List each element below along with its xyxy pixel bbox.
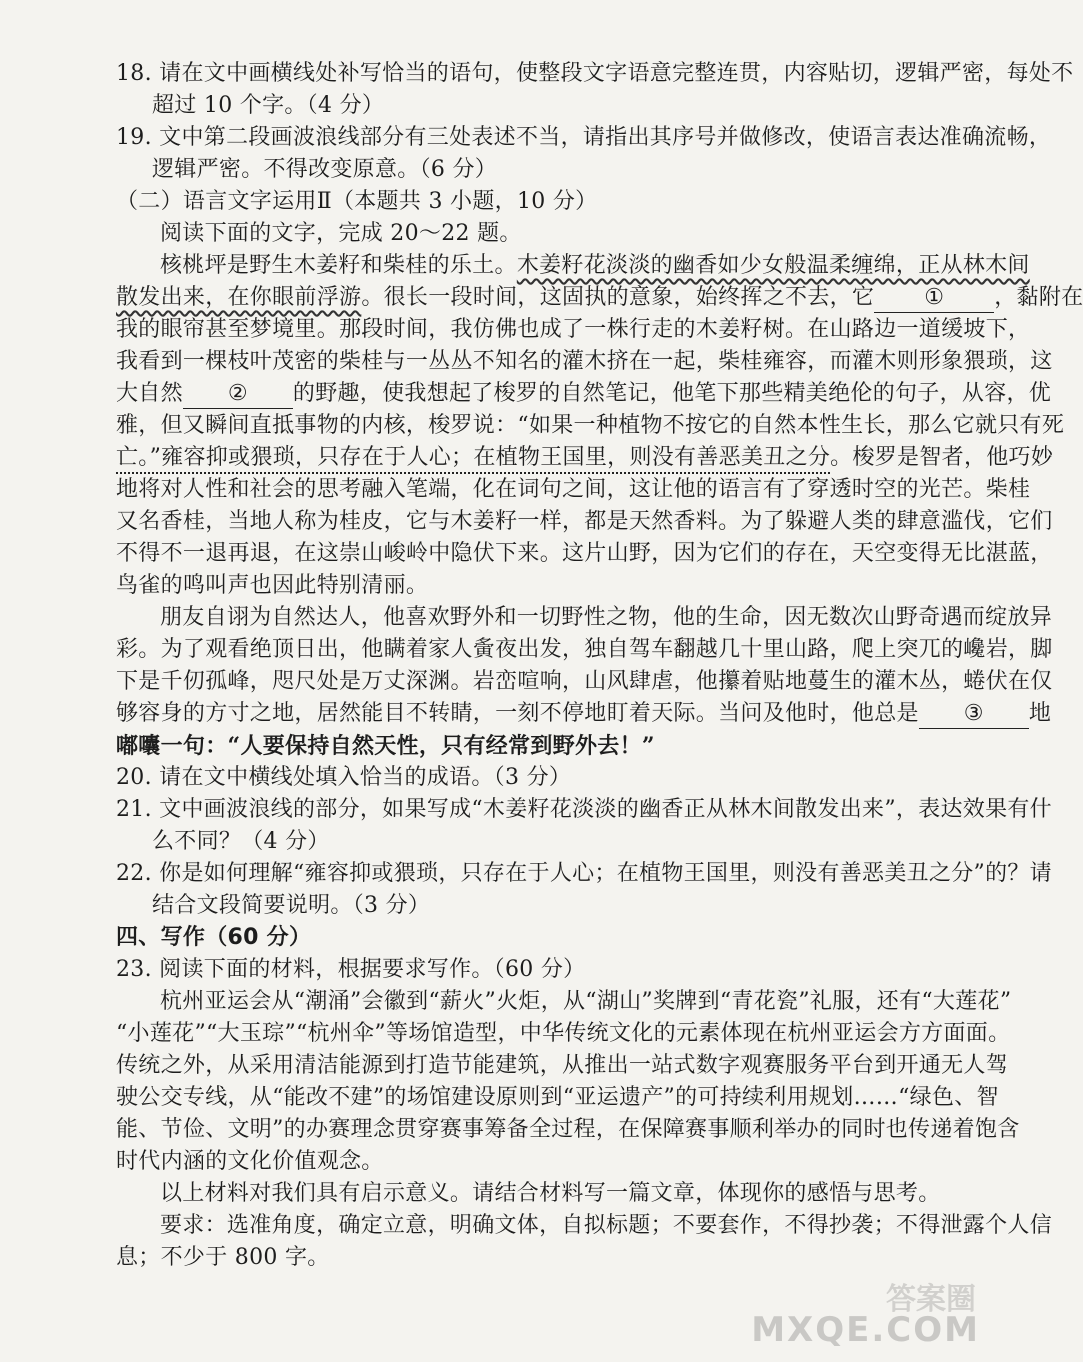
- passage-p1-line9: 又名香桂，当地人称为桂皮，它与木姜籽一样，都是天然香料。为了躲避人类的肆意滥伐，它们: [116, 509, 1053, 534]
- section2-instruction: 阅读下面的文字，完成 20～22 题。: [160, 221, 522, 246]
- q23-material-line6: 时代内涵的文化价值观念。: [116, 1149, 384, 1174]
- passage-p2-line2: 彩。为了观看绝顶日出，他瞒着家人夤夜出发，独自驾车翻越几十里山路，爬上突兀的巉岩，脚: [116, 637, 1053, 662]
- q21-line2: 么不同？（4 分）: [152, 829, 330, 854]
- passage-p2-line3: 下是千仞孤峰，咫尺处是万丈深渊。岩峦喧响，山风肆虐，他攥着贴地蔓生的灌木丛，蜷伏在仅: [116, 669, 1053, 694]
- q23-material-line4: 驶公交专线，从“能改不建”的场馆建设原则到“亚运遗产”的可持续利用规划……“绿色、智: [116, 1085, 999, 1110]
- q19-line2: 逻辑严密。不得改变原意。（6 分）: [152, 157, 498, 182]
- blank-2: ②: [183, 380, 293, 409]
- passage-p2-line4: [116, 698, 1052, 730]
- wavy-underlined-text: 木姜籽花淡淡的幽香如少女般温柔缠绵，正从林木间: [516, 253, 1030, 278]
- dotted-underlined-text: 亡。”雍容抑或猥琐，只存在于人心；在植物王国里，则没有善恶美丑之分: [116, 445, 831, 470]
- section2-title: （二）语言文字运用Ⅱ（本题共 3 小题，10 分）: [116, 189, 598, 214]
- passage-text: 。梭罗是智者，他巧妙: [830, 445, 1054, 470]
- wavy-underlined-text: 散发出来，在你眼前浮游: [116, 285, 362, 310]
- section4-title: 四、写作（60 分）: [116, 925, 312, 950]
- q18-line1: 18. 请在文中画横线处补写恰当的语句，使整段文字语意完整连贯，内容贴切，逻辑严密，每处不: [116, 61, 1074, 86]
- passage-p1-line1: [116, 250, 1030, 282]
- passage-text: 大自然: [116, 381, 183, 406]
- q19-line1: 19. 文中第二段画波浪线部分有三处表述不当，请指出其序号并做修改，使语言表达准确流畅，: [116, 125, 1052, 150]
- q23-line1: 23. 阅读下面的材料，根据要求写作。（60 分）: [116, 957, 586, 982]
- blank-1: ①: [874, 284, 994, 313]
- passage-p1-line11: 鸟雀的鸣叫声也因此特别清丽。: [116, 573, 429, 598]
- passage-text: 地: [1028, 701, 1052, 726]
- q22-line1: 22. 你是如何理解“雍容抑或猥琐，只存在于人心；在植物王国里，则没有善恶美丑之分”的？请: [116, 861, 1052, 886]
- watermark-logo: 答案圈: [886, 1282, 976, 1317]
- passage-text: ，黏附在: [994, 285, 1083, 310]
- q23-requirements-line2: 息；不少于 800 字。: [116, 1245, 330, 1270]
- q22-line2: 结合文段简要说明。（3 分）: [152, 893, 431, 918]
- passage-p1-line10: 不得不一退再退，在这崇山峻岭中隐伏下来。这片山野，因为它们的存在，天空变得无比湛蓝，: [116, 541, 1053, 566]
- q23-material-line1: 杭州亚运会从“潮涌”会徽到“薪火”火炬，从“湖山”奖牌到“青花瓷”礼服，还有“大莲花”: [160, 989, 1012, 1014]
- passage-p1-line3: 我的眼帘甚至梦境里。那段时间，我仿佛也成了一株行走的木姜籽树。在山路边一道缓坡下，: [116, 317, 1031, 342]
- passage-text: 。很长一段时间，这固执的意象，始终挥之不去，它: [361, 285, 875, 310]
- passage-p1-line4: 我看到一棵枝叶茂密的柴桂与一丛丛不知名的灌木挤在一起，柴桂雍容，而灌木则形象猥琐，这: [116, 349, 1053, 374]
- blank-3: ③: [919, 700, 1029, 729]
- passage-p1-line2: [116, 282, 1083, 314]
- passage-p1-line5: [116, 378, 1052, 410]
- watermark-url: MXQE.COM: [751, 1310, 980, 1350]
- q23-material-line2: “小莲花”“大玉琮”“杭州伞”等场馆造型，中华传统文化的元素体现在杭州亚运会方方面面。: [116, 1021, 1011, 1046]
- passage-p1-line7: [116, 442, 1054, 474]
- passage-p2-line5: 嘟囔一句：“人要保持自然天性，只有经常到野外去！”: [116, 733, 655, 759]
- q20-line1: 20. 请在文中横线处填入恰当的成语。（3 分）: [116, 765, 572, 790]
- q23-material-line5: 能、节俭、文明”的办赛理念贯穿赛事筹备全过程，在保障赛事顺利举办的同时也传递着饱含: [116, 1117, 1020, 1142]
- passage-p1-line6: 雅，但又瞬间直抵事物的内核，梭罗说：“如果一种植物不按它的自然本性生长，那么它就只有死: [116, 413, 1065, 438]
- q23-material-line3: 传统之外，从采用清洁能源到打造节能建筑，从推出一站式数字观赛服务平台到开通无人驾: [116, 1053, 1009, 1078]
- q18-line2: 超过 10 个字。（4 分）: [152, 93, 385, 118]
- passage-p1-line8: 地将对人性和社会的思考融入笔端，化在词句之间，这让他的语言有了穿透时空的光芒。柴桂: [116, 477, 1031, 502]
- q21-line1: 21. 文中画波浪线的部分，如果写成“木姜籽花淡淡的幽香正从林木间散发出来”，表达效果有什: [116, 797, 1052, 822]
- passage-text: 核桃坪是野生木姜籽和柴桂的乐土。: [160, 253, 517, 278]
- q23-prompt: 以上材料对我们具有启示意义。请结合材料写一篇文章，体现你的感悟与思考。: [160, 1181, 941, 1206]
- passage-text: 够容身的方寸之地，居然能目不转睛，一刻不停地盯着天际。当问及他时，他总是: [116, 701, 919, 726]
- q23-requirements-line1: 要求：选准角度，确定立意，明确文体，自拟标题；不要套作，不得抄袭；不得泄露个人信: [160, 1213, 1053, 1238]
- passage-p2-line1: 朋友自诩为自然达人，他喜欢野外和一切野性之物，他的生命，因无数次山野奇遇而绽放异: [160, 605, 1053, 630]
- passage-text: 的野趣，使我想起了梭罗的自然笔记，他笔下那些精美绝伦的句子，从容，优: [292, 381, 1052, 406]
